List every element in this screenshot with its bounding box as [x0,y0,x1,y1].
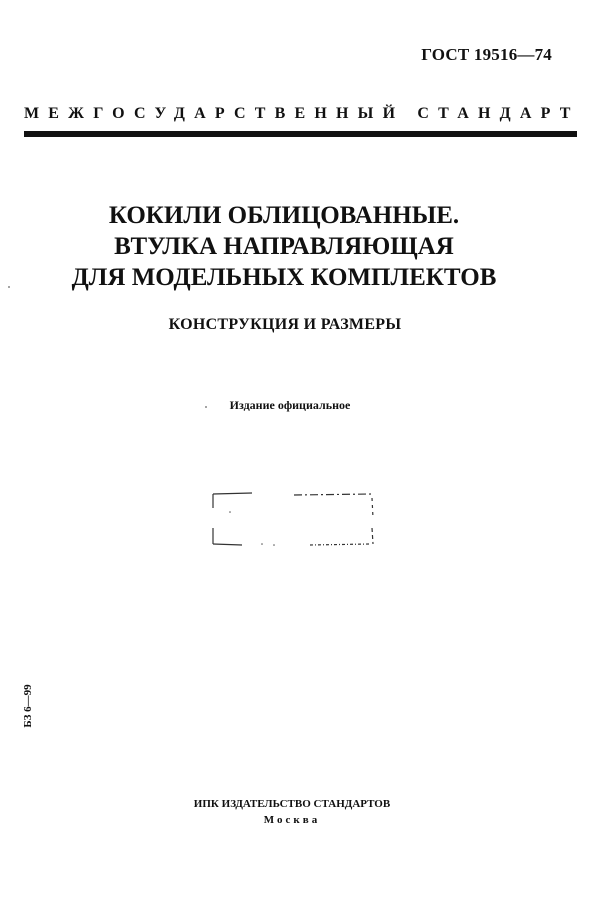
publisher-name: ИПК ИЗДАТЕЛЬСТВО СТАНДАРТОВ [193,798,391,810]
gost-number: ГОСТ 19516—74 [421,45,552,64]
margin-mark [205,406,207,408]
side-code [18,676,38,736]
side-code-text: БЗ 6—99 [22,684,34,728]
document-subtitle: КОНСТРУКЦИЯ И РАЗМЕРЫ [168,316,402,333]
stamp-frame-icon [212,490,374,546]
margin-mark [8,286,10,288]
header-rule [24,131,577,137]
document-title [0,200,568,293]
title-line-2: ВТУЛКА НАПРАВЛЯЮЩАЯ [114,233,454,260]
title-line-3: ДЛЯ МОДЕЛЬНЫХ КОМПЛЕКТОВ [71,264,497,291]
title-line-1: КОКИЛИ ОБЛИЦОВАННЫЕ. [108,202,460,229]
interstate-standard-label [24,105,580,123]
edition-note: Издание официальное [229,398,351,412]
publisher-city: Москва [263,814,321,826]
interstate-standard-text: МЕЖГОСУДАРСТВЕННЫЙ СТАНДАРТ [24,105,580,122]
